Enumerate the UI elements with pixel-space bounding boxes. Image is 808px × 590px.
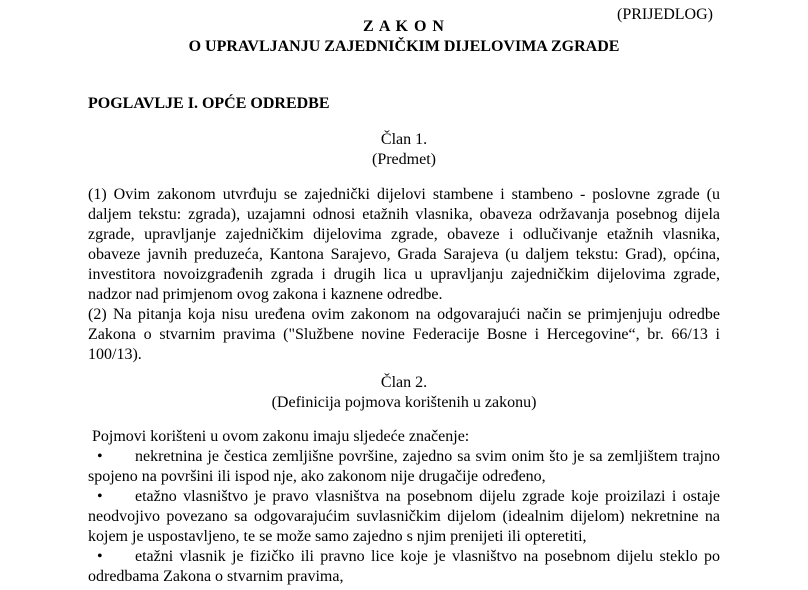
bullet-icon: • <box>97 448 103 465</box>
article2-heading: Član 2. <box>380 374 428 391</box>
law-subtitle: O UPRAVLJANJU ZAJEDNIČKIM DIJELOVIMA ZGRADE <box>188 38 620 55</box>
definition-text: nekretnina je čestica zemljišne površine, zajedno sa svim onim što je sa zemljištem trajno spojeno na površini ili ispod nje, ako zakonom nije drugačije određeno, <box>88 448 720 485</box>
article1-subheading: (Predmet) <box>372 151 436 168</box>
law-document <box>0 17 808 587</box>
article2-intro: Pojmovi korišteni u ovom zakonu imaju sljedeće značenje: <box>92 428 470 445</box>
definition-item-etazni-vlasnik <box>88 547 720 587</box>
corner-note-text: (PRIJEDLOG) <box>617 6 713 23</box>
document-page <box>0 6 808 590</box>
chapter-heading: POGLAVLJE I. OPĆE ODREDBE <box>88 95 330 112</box>
law-title: Z A K O N <box>363 18 445 35</box>
bullet-icon: • <box>97 488 103 505</box>
article1-paragraph-1: (1) Ovim zakonom utvrđuju se zajednički dijelovi stambene i stambeno - poslovne zgrade (u daljem tekstu: zgrada), uzajamni odnosi etažnih vlasnika, obaveza održavanja posebnog dijela zgrade, upravljanje zajedničkim dijelovima zgrade, obaveze i odlučivanje etažnih vlasnika, obaveze javnih preduzeća, Kantona Sarajevo, Grada Sarajeva (u daljem tekstu: Grad), općina, investitora novoizgrađenih zgrada i drugih lica u upravljanju zajedničkim dijelovima zgrade, nadzor nad primjenom ovog zakona i kaznene odredbe. <box>88 186 720 303</box>
definition-text: etažno vlasništvo je pravo vlasništva na posebnom dijelu zgrade koje proizilazi i ostaje neodvojivo povezano sa odgovarajućim suvlasničkim dijelom (idealnim dijelom) nekretnine na kojem je uspostavljeno, te se može samo zajedno s njim prenijeti ili opteretiti, <box>88 488 720 545</box>
article1-paragraph-2: (2) Na pitanja koja nisu uređena ovim zakonom na odgovarajući način se primjenjuju odredbe Zakona o stvarnim pravima ("Službene novine Federacije Bosne i Hercegovine“, br. 66/13 i 100/13). <box>88 306 720 363</box>
article2-subheading: (Definicija pojmova korištenih u zakonu) <box>271 394 537 411</box>
definition-item-nekretnina <box>88 447 720 487</box>
article1-heading: Član 1. <box>380 131 428 148</box>
definition-text: etažni vlasnik je fizičko ili pravno lice koje je vlasništvo na posebnom dijelu steklo po odredbama Zakona o stvarnim pravima, <box>88 548 720 585</box>
corner-note-clipped <box>617 6 713 25</box>
bullet-icon: • <box>97 548 103 565</box>
definition-item-etazno-vlasnistvo <box>88 487 720 547</box>
